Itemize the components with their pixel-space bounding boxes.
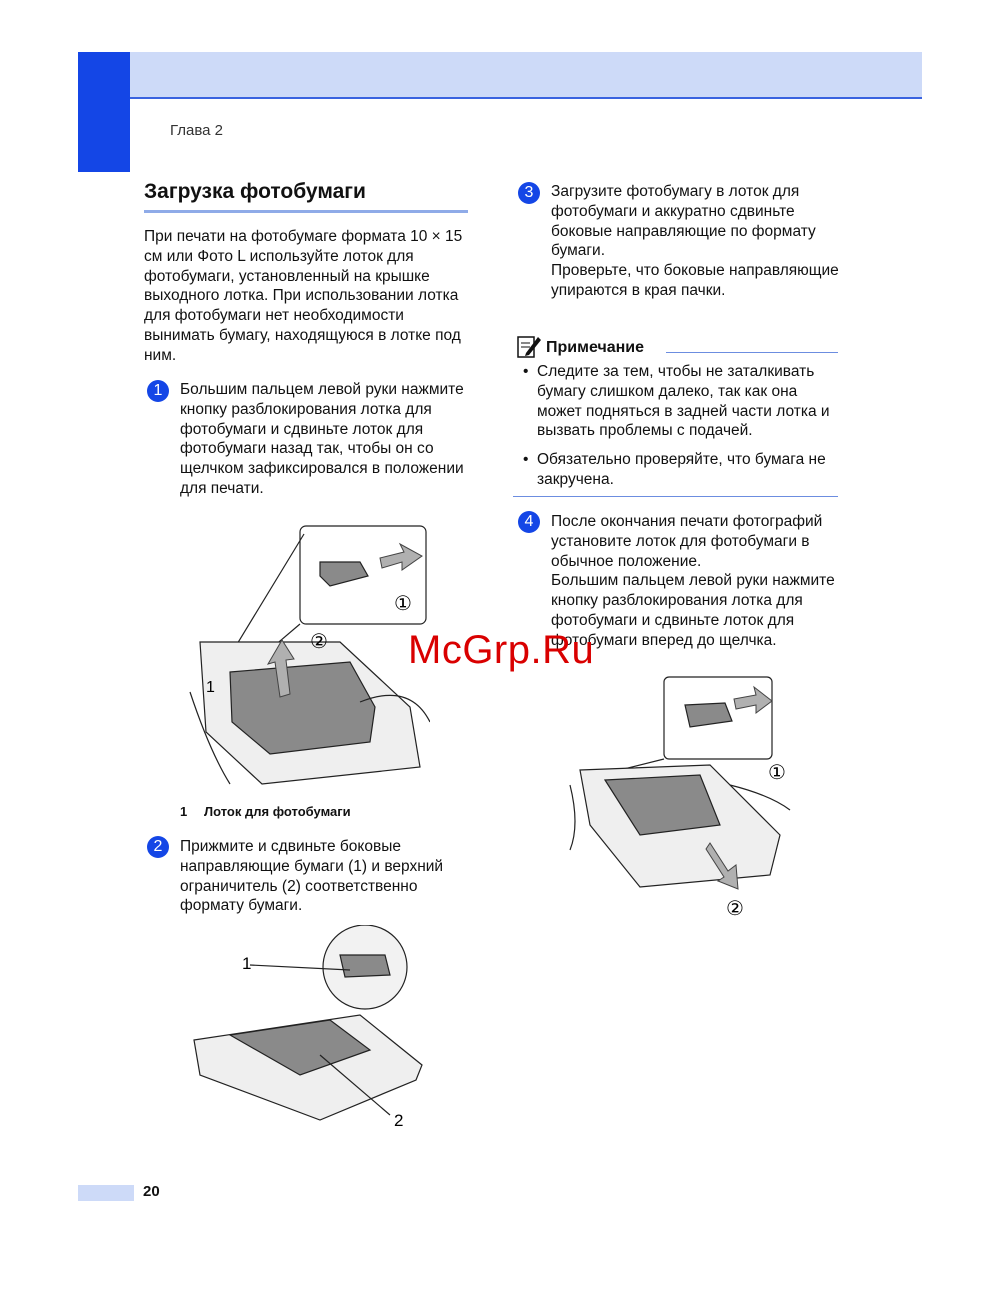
figure-1-caption: Лоток для фотобумаги <box>204 804 351 819</box>
fig1-circled-1: ① <box>394 591 412 615</box>
figure-photo-tray-release <box>170 522 430 792</box>
note-item-1: Следите за тем, чтобы не заталкивать бумагу слишком далеко, так как она может подняться в задней части лотка и вызвать проблемы с подачей. <box>537 363 830 440</box>
fig2-callout-2: 2 <box>394 1111 404 1130</box>
hand-left <box>570 785 575 850</box>
fig1-circled-2: ② <box>310 629 328 653</box>
title-underline <box>144 210 468 213</box>
section-title: Загрузка фотобумаги <box>144 180 366 203</box>
step-1-text: Большим пальцем левой руки нажмите кнопку разблокирования лотка для фотобумаги и сдвиньте лоток для фотобумаги назад так, чтобы он со щелчком зафиксировался в положении для печати. <box>180 381 464 497</box>
slide-arrow <box>380 544 422 570</box>
release-lever <box>685 703 732 727</box>
chapter-label: Глава 2 <box>170 122 224 139</box>
watermark-text: McGrp.Ru <box>408 628 595 672</box>
fig2-callout-1: 1 <box>242 954 252 973</box>
header-band <box>130 52 922 99</box>
slide-arrow <box>734 687 772 713</box>
figure-photo-tray-return <box>560 675 800 925</box>
fig1-callout-1: 1 <box>206 679 215 696</box>
note-pencil-icon <box>516 333 542 359</box>
note-bullet-marker: • <box>523 451 529 468</box>
step-2-number: 2 <box>147 836 169 858</box>
note-bullet-marker: • <box>523 363 529 380</box>
step-4-text: После окончания печати фотографий установите лоток для фотобумаги в обычное положение. Большим пальцем левой руки нажмите кнопку разблокирования лотка для фотобумаги и сдвиньте лоток для фотобумаги вперед до щелчка. <box>551 513 835 649</box>
step-2-text: Прижмите и сдвиньте боковые направляющие бумаги (1) и верхний ограничитель (2) соответственно формату бумаги. <box>180 838 444 915</box>
figure-paper-guides <box>190 925 430 1135</box>
fig3-circled-1: ① <box>768 760 786 784</box>
header-accent-block <box>78 52 130 172</box>
release-lever <box>320 562 368 586</box>
step-4-number: 4 <box>518 511 540 533</box>
intro-paragraph: При печати на фотобумаге формата 10 × 15 см или Фото L используйте лоток для фотобумаги, установленный на крышке выходного лотка. При использовании лотка для фотобумаги нет необходимости вынимать бумагу, находящуюся в лотке под ним. <box>144 228 463 364</box>
note-item-2: Обязательно проверяйте, что бумага не закручена. <box>537 451 826 488</box>
step-3-number: 3 <box>518 182 540 204</box>
note-rule-top <box>666 352 838 353</box>
figure-1-caption-number: 1 <box>180 804 188 819</box>
step-1-number: 1 <box>147 380 169 402</box>
page-number: 20 <box>143 1183 160 1200</box>
footer-band <box>78 1185 134 1201</box>
note-title: Примечание <box>546 339 645 356</box>
guide-closeup <box>340 955 390 977</box>
step-3-text: Загрузите фотобумагу в лоток для фотобумаги и аккуратно сдвиньте боковые направляющие по формату бумаги. Проверьте, что боковые направляющие упираются в края пачки. <box>551 183 839 299</box>
fig3-circled-2: ② <box>726 896 744 920</box>
note-rule-bottom <box>513 496 838 497</box>
